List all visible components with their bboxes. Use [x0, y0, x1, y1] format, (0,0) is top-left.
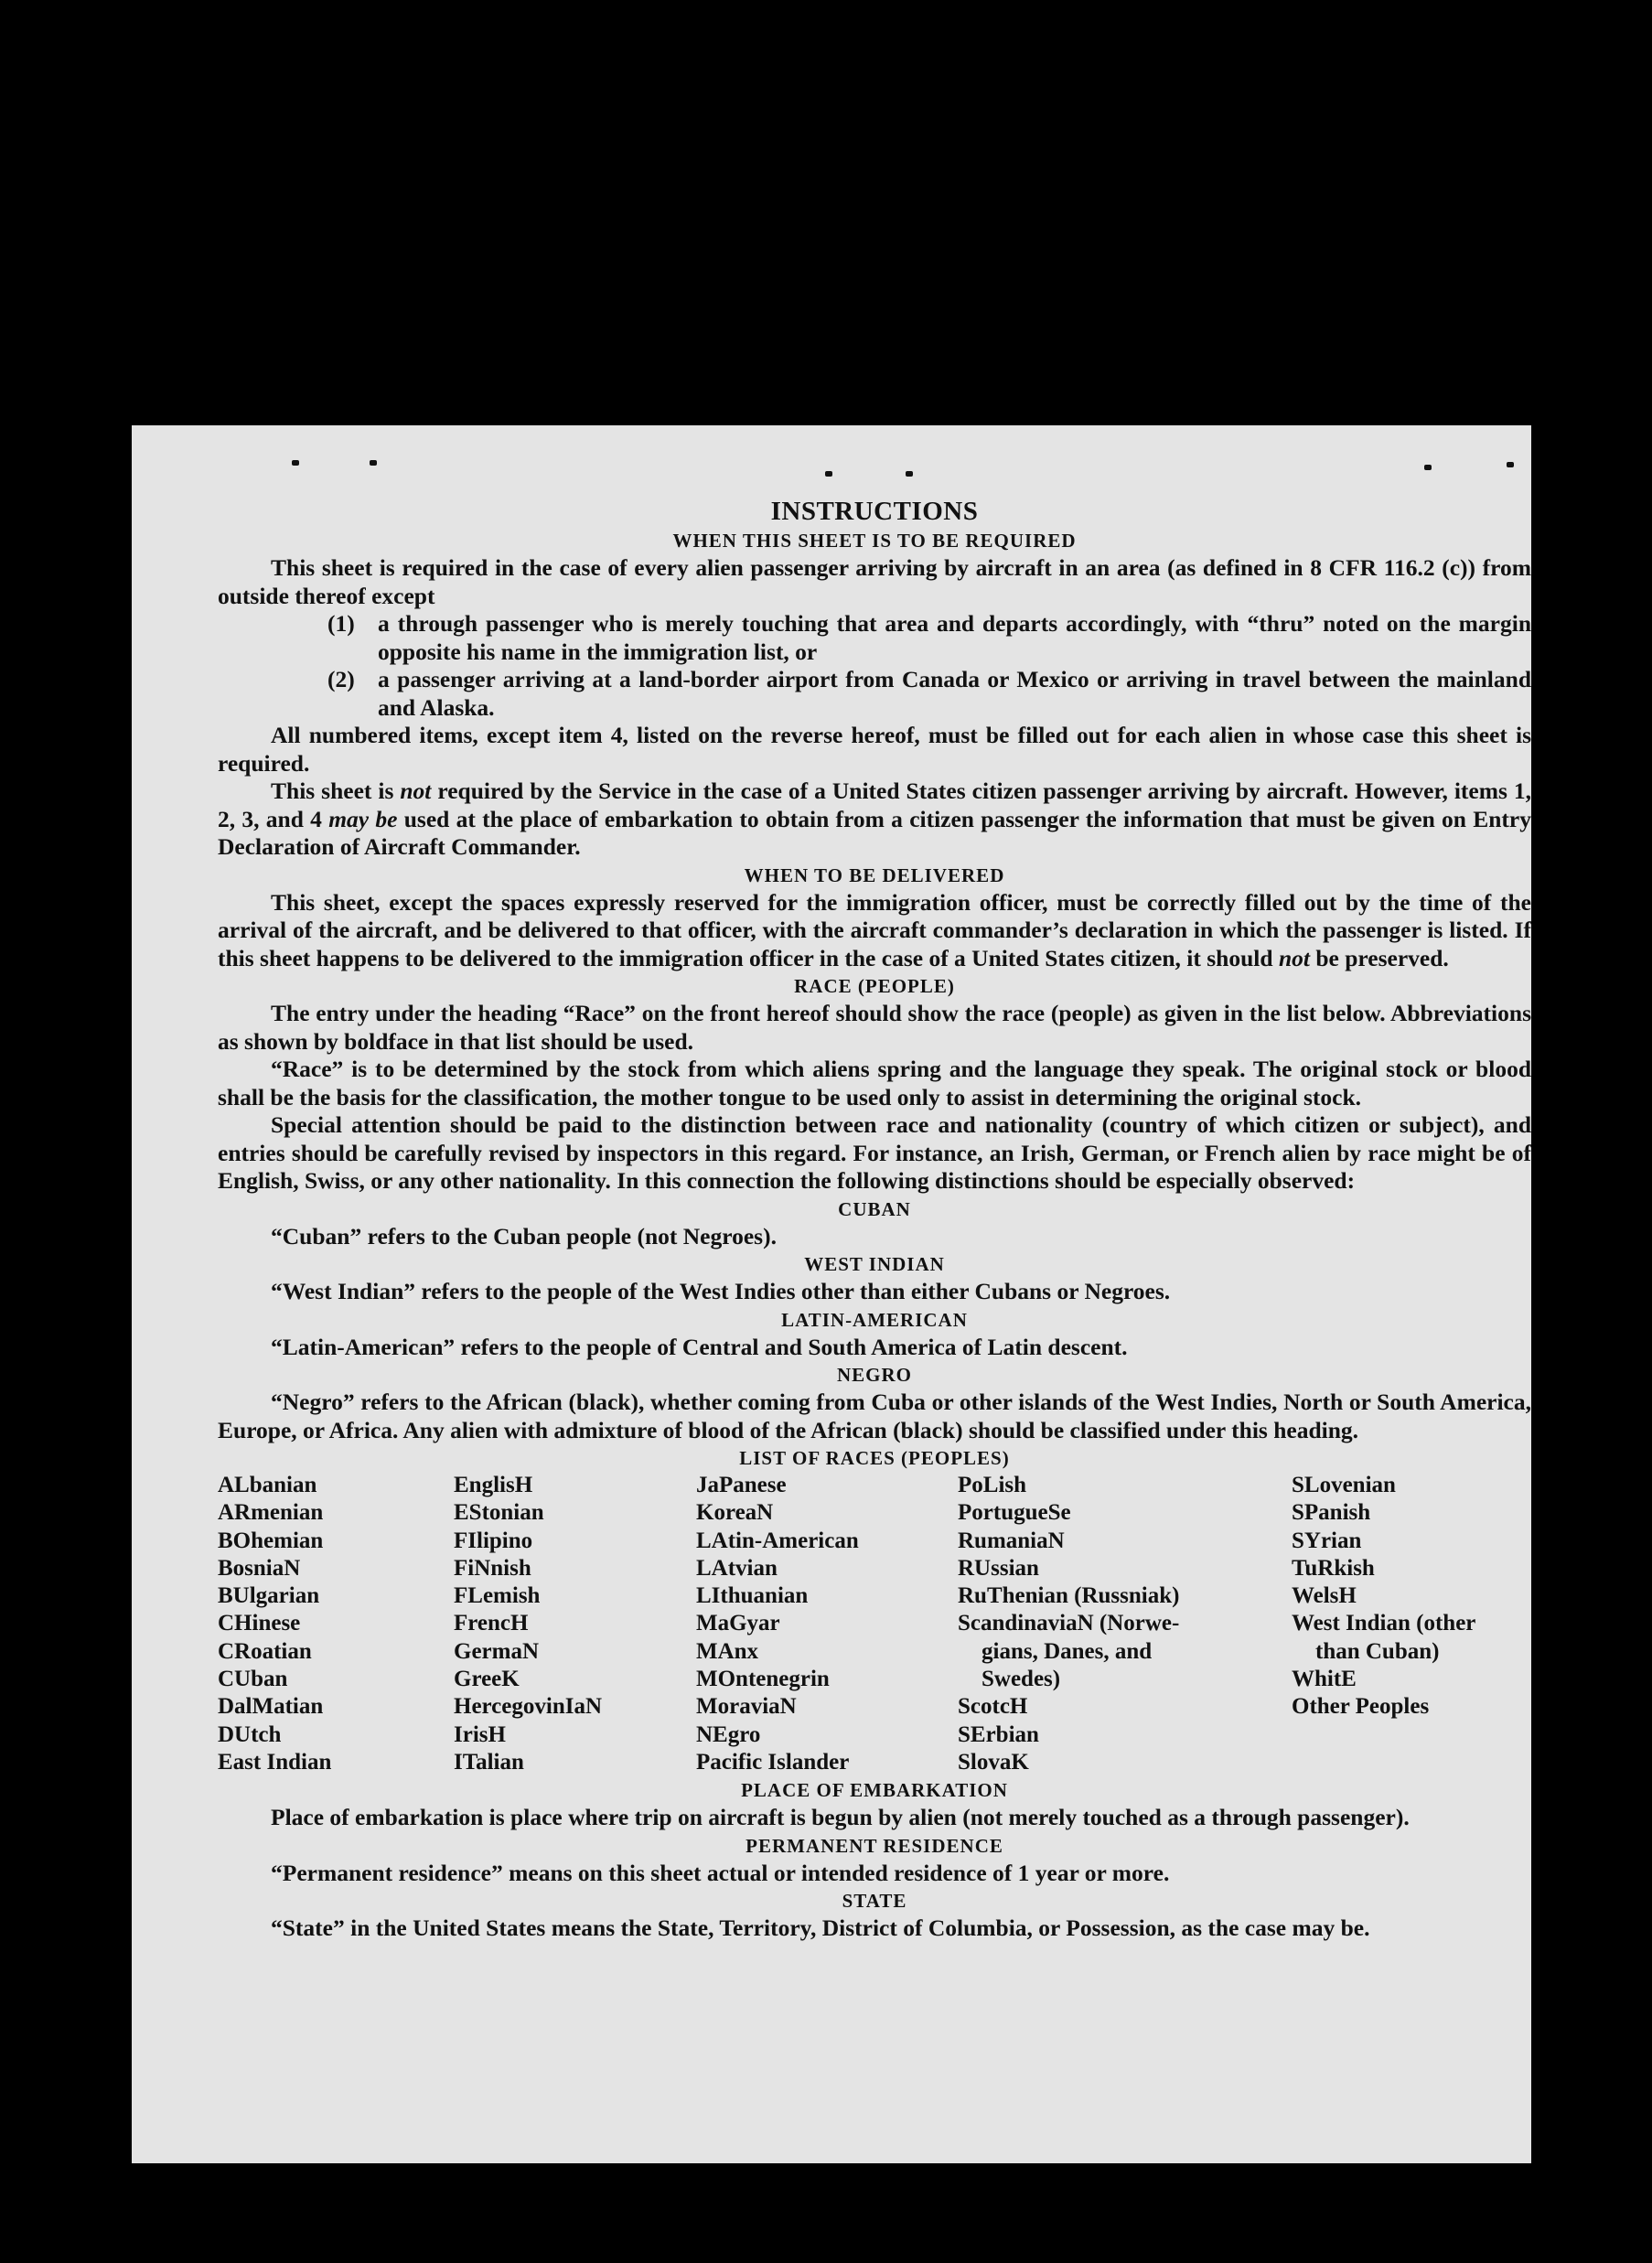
ink-speck — [370, 460, 377, 466]
race-entry: BUlgarian — [218, 1583, 320, 1609]
race-entry: RuThenian (Russniak) — [958, 1583, 1180, 1609]
numbered-items-paragraph: All numbered items, except item 4, listed on the reverse hereof, must be filled out for each alien in whose case this sheet is required. — [218, 722, 1531, 777]
embarkation-text: Place of embarkation is place where trip on aircraft is begun by alien (not merely touched as a through passenger). — [271, 1804, 1410, 1831]
races-column — [1292, 1472, 1531, 1776]
race-entry: PoLish — [958, 1473, 1027, 1497]
race-entry: MoraviaN — [696, 1694, 797, 1720]
race-entry: EnglisH — [454, 1473, 533, 1497]
race-entry: ITalian — [454, 1749, 524, 1775]
race-entry: TuRkish — [1292, 1555, 1375, 1581]
permanent-residence-text: “Permanent residence” means on this sheet actual or intended residence of 1 year or more. — [271, 1859, 1170, 1886]
race-entry: ScotcH — [958, 1694, 1028, 1720]
race-entry: FIlipino — [454, 1528, 533, 1553]
page-title: INSTRUCTIONS — [770, 497, 979, 526]
exception-text: a passenger arriving at a land-border airport from Canada or Mexico or arriving in travel between the mainland and Alaska. — [378, 666, 1531, 721]
race-entry: PortugueSe — [958, 1500, 1071, 1526]
negro-text: “Negro” refers to the African (black), whether coming from Cuba or other islands of the West Indies, North or South America, Europe, or Africa. Any alien with admixture of blood of the African (black) should be classified under this heading. — [218, 1389, 1531, 1443]
race-entry: SErbian — [958, 1721, 1039, 1747]
races-column — [218, 1472, 454, 1776]
races-column — [696, 1472, 958, 1776]
race-entry: MaGyar — [696, 1611, 780, 1636]
race-entry: FLemish — [454, 1583, 541, 1609]
race-entry: LAtin-American — [696, 1528, 859, 1553]
exception-number: (2) — [327, 666, 355, 692]
race-paragraph-3: Special attention should be paid to the distinction between race and nationality (country of which citizen or subject), and entries should be carefully revised by inspectors in this regard. For instance, an Irish, German, or French alien by race might be of English, Swiss, or any other nationality. In this connection the following distinctions should be especially observed: — [218, 1111, 1531, 1194]
exception-number: (1) — [327, 610, 355, 637]
ink-speck — [825, 471, 832, 477]
race-entry: SLovenian — [1292, 1473, 1396, 1497]
state-text: “State” in the United States means the State, Territory, District of Columbia, or Possession, as the case may be. — [271, 1914, 1370, 1942]
races-column — [454, 1472, 696, 1776]
race-entry: DalMatian — [218, 1694, 324, 1720]
race-entry: NEgro — [696, 1721, 761, 1747]
race-entry: SlovaK — [958, 1749, 1029, 1775]
ink-speck — [1507, 462, 1514, 467]
section-heading-when-required: WHEN THIS SHEET IS TO BE REQUIRED — [672, 530, 1077, 552]
latin-american-text: “Latin-American” refers to the people of Central and South America of Latin descent. — [271, 1333, 1128, 1360]
race-entry: GermaN — [454, 1638, 540, 1664]
race-paragraph-2: “Race” is to be determined by the stock from which aliens spring and the language they speak. The original stock or blood shall be the basis for the classification, the mother tongue to be used only to assist in determining the original stock. — [218, 1056, 1531, 1110]
document-page — [132, 425, 1531, 2163]
race-entry: FrencH — [454, 1611, 529, 1636]
race-entry: KoreaN — [696, 1500, 774, 1526]
instructions-content — [218, 497, 1531, 1943]
race-entry: ARmenian — [218, 1500, 324, 1526]
race-entry: LAtvian — [696, 1555, 778, 1581]
delivered-text-a: This sheet, except the spaces expressly reserved for the immigration officer, must be correctly filled out by the time of the arrival of the aircraft, and be delivered to that officer, with the aircraft commander’s declaration in which the passenger is listed. If this sheet happens to be delivered to the immigration officer in the case of a United States citizen, it should — [218, 888, 1531, 971]
section-heading-negro: NEGRO — [836, 1364, 912, 1386]
race-entry: CUban — [218, 1667, 288, 1692]
cuban-text: “Cuban” refers to the Cuban people (not Negroes). — [271, 1222, 777, 1249]
race-entry: IrisH — [454, 1721, 506, 1747]
citizen-text-a: This sheet is — [271, 778, 401, 804]
race-entry: WhitE — [1292, 1667, 1357, 1692]
race-entry: WelsH — [1292, 1583, 1357, 1609]
race-entry: BOhemian — [218, 1528, 324, 1553]
citizen-text-c: used at the place of embarkation to obtain from a citizen passenger the information that must be given on Entry Declaration of Aircraft Commander. — [218, 805, 1531, 860]
section-heading-state: STATE — [842, 1890, 907, 1913]
race-entry: MAnx — [696, 1638, 759, 1664]
race-entry-continued: Swedes) — [982, 1667, 1061, 1692]
race-entry: CHinese — [218, 1611, 301, 1636]
when-required-intro: This sheet is required in the case of every alien passenger arriving by aircraft in an area (as defined in 8 CFR 116.2 (c)) from outside thereof except — [218, 554, 1531, 609]
race-entry: RUssian — [958, 1555, 1039, 1581]
race-entry: EStonian — [454, 1500, 544, 1526]
ink-speck — [1424, 465, 1432, 470]
races-column — [958, 1472, 1292, 1776]
section-heading-embarkation: PLACE OF EMBARKATION — [741, 1779, 1008, 1802]
race-entry: CRoatian — [218, 1638, 312, 1664]
race-entry: BosniaN — [218, 1555, 301, 1581]
section-heading-permanent-residence: PERMANENT RESIDENCE — [746, 1834, 1003, 1857]
race-entry-continued: gians, Danes, and — [982, 1638, 1153, 1664]
ink-speck — [906, 471, 913, 477]
races-list — [218, 1472, 1531, 1776]
section-heading-list-of-races: LIST OF RACES (PEOPLES) — [739, 1447, 1010, 1469]
race-entry: West Indian (other — [1292, 1611, 1476, 1636]
race-paragraph-1: The entry under the heading “Race” on the front hereof should show the race (people) as given in the list below. Abbreviations as shown by boldface in that list should be used. — [218, 1000, 1531, 1055]
race-entry: ALbanian — [218, 1473, 317, 1497]
delivered-text-not: not — [1278, 944, 1310, 971]
race-entry: SYrian — [1292, 1528, 1362, 1553]
exception-text: a through passenger who is merely touching that area and departs accordingly, with “thru” noted on the margin opposite his name in the immigration list, or — [378, 610, 1531, 665]
ink-speck — [292, 460, 299, 466]
race-entry: DUtch — [218, 1721, 282, 1747]
citizen-paragraph — [218, 778, 1531, 862]
race-entry: FiNnish — [454, 1555, 531, 1581]
exception-item — [327, 666, 1531, 722]
citizen-text-not: not — [400, 778, 432, 804]
west-indian-text: “West Indian” refers to the people of the West Indies other than either Cubans or Negroes. — [271, 1278, 1171, 1304]
citizen-text-may-be: may be — [328, 805, 398, 832]
race-entry: SPanish — [1292, 1500, 1371, 1526]
exception-item — [327, 610, 1531, 666]
section-heading-race: RACE (PEOPLE) — [794, 975, 955, 997]
section-heading-latin-american: LATIN-AMERICAN — [781, 1308, 968, 1331]
race-entry: East Indian — [218, 1749, 332, 1775]
race-entry: Pacific Islander — [696, 1749, 850, 1775]
race-entry: GreeK — [454, 1667, 520, 1692]
section-heading-cuban: CUBAN — [838, 1197, 911, 1220]
race-entry: ScandinaviaN (Norwe- — [958, 1611, 1180, 1636]
race-entry: Other Peoples — [1292, 1694, 1430, 1720]
delivered-text-b: be preserved. — [1309, 944, 1449, 971]
section-heading-when-delivered: WHEN TO BE DELIVERED — [744, 863, 1005, 886]
race-entry: HercegovinIaN — [454, 1694, 603, 1720]
race-entry-continued: than Cuban) — [1315, 1638, 1440, 1664]
race-entry: RumaniaN — [958, 1528, 1065, 1553]
citizen-text-b: required by the Service in the case of a United States citizen passenger arriving by aircraft. However, items 1, 2, 3, and 4 — [218, 778, 1531, 832]
race-entry: MOntenegrin — [696, 1667, 830, 1692]
race-entry: JaPanese — [696, 1473, 787, 1497]
race-entry: LIthuanian — [696, 1583, 809, 1609]
section-heading-west-indian: WEST INDIAN — [804, 1253, 945, 1275]
when-delivered-paragraph — [218, 889, 1531, 973]
